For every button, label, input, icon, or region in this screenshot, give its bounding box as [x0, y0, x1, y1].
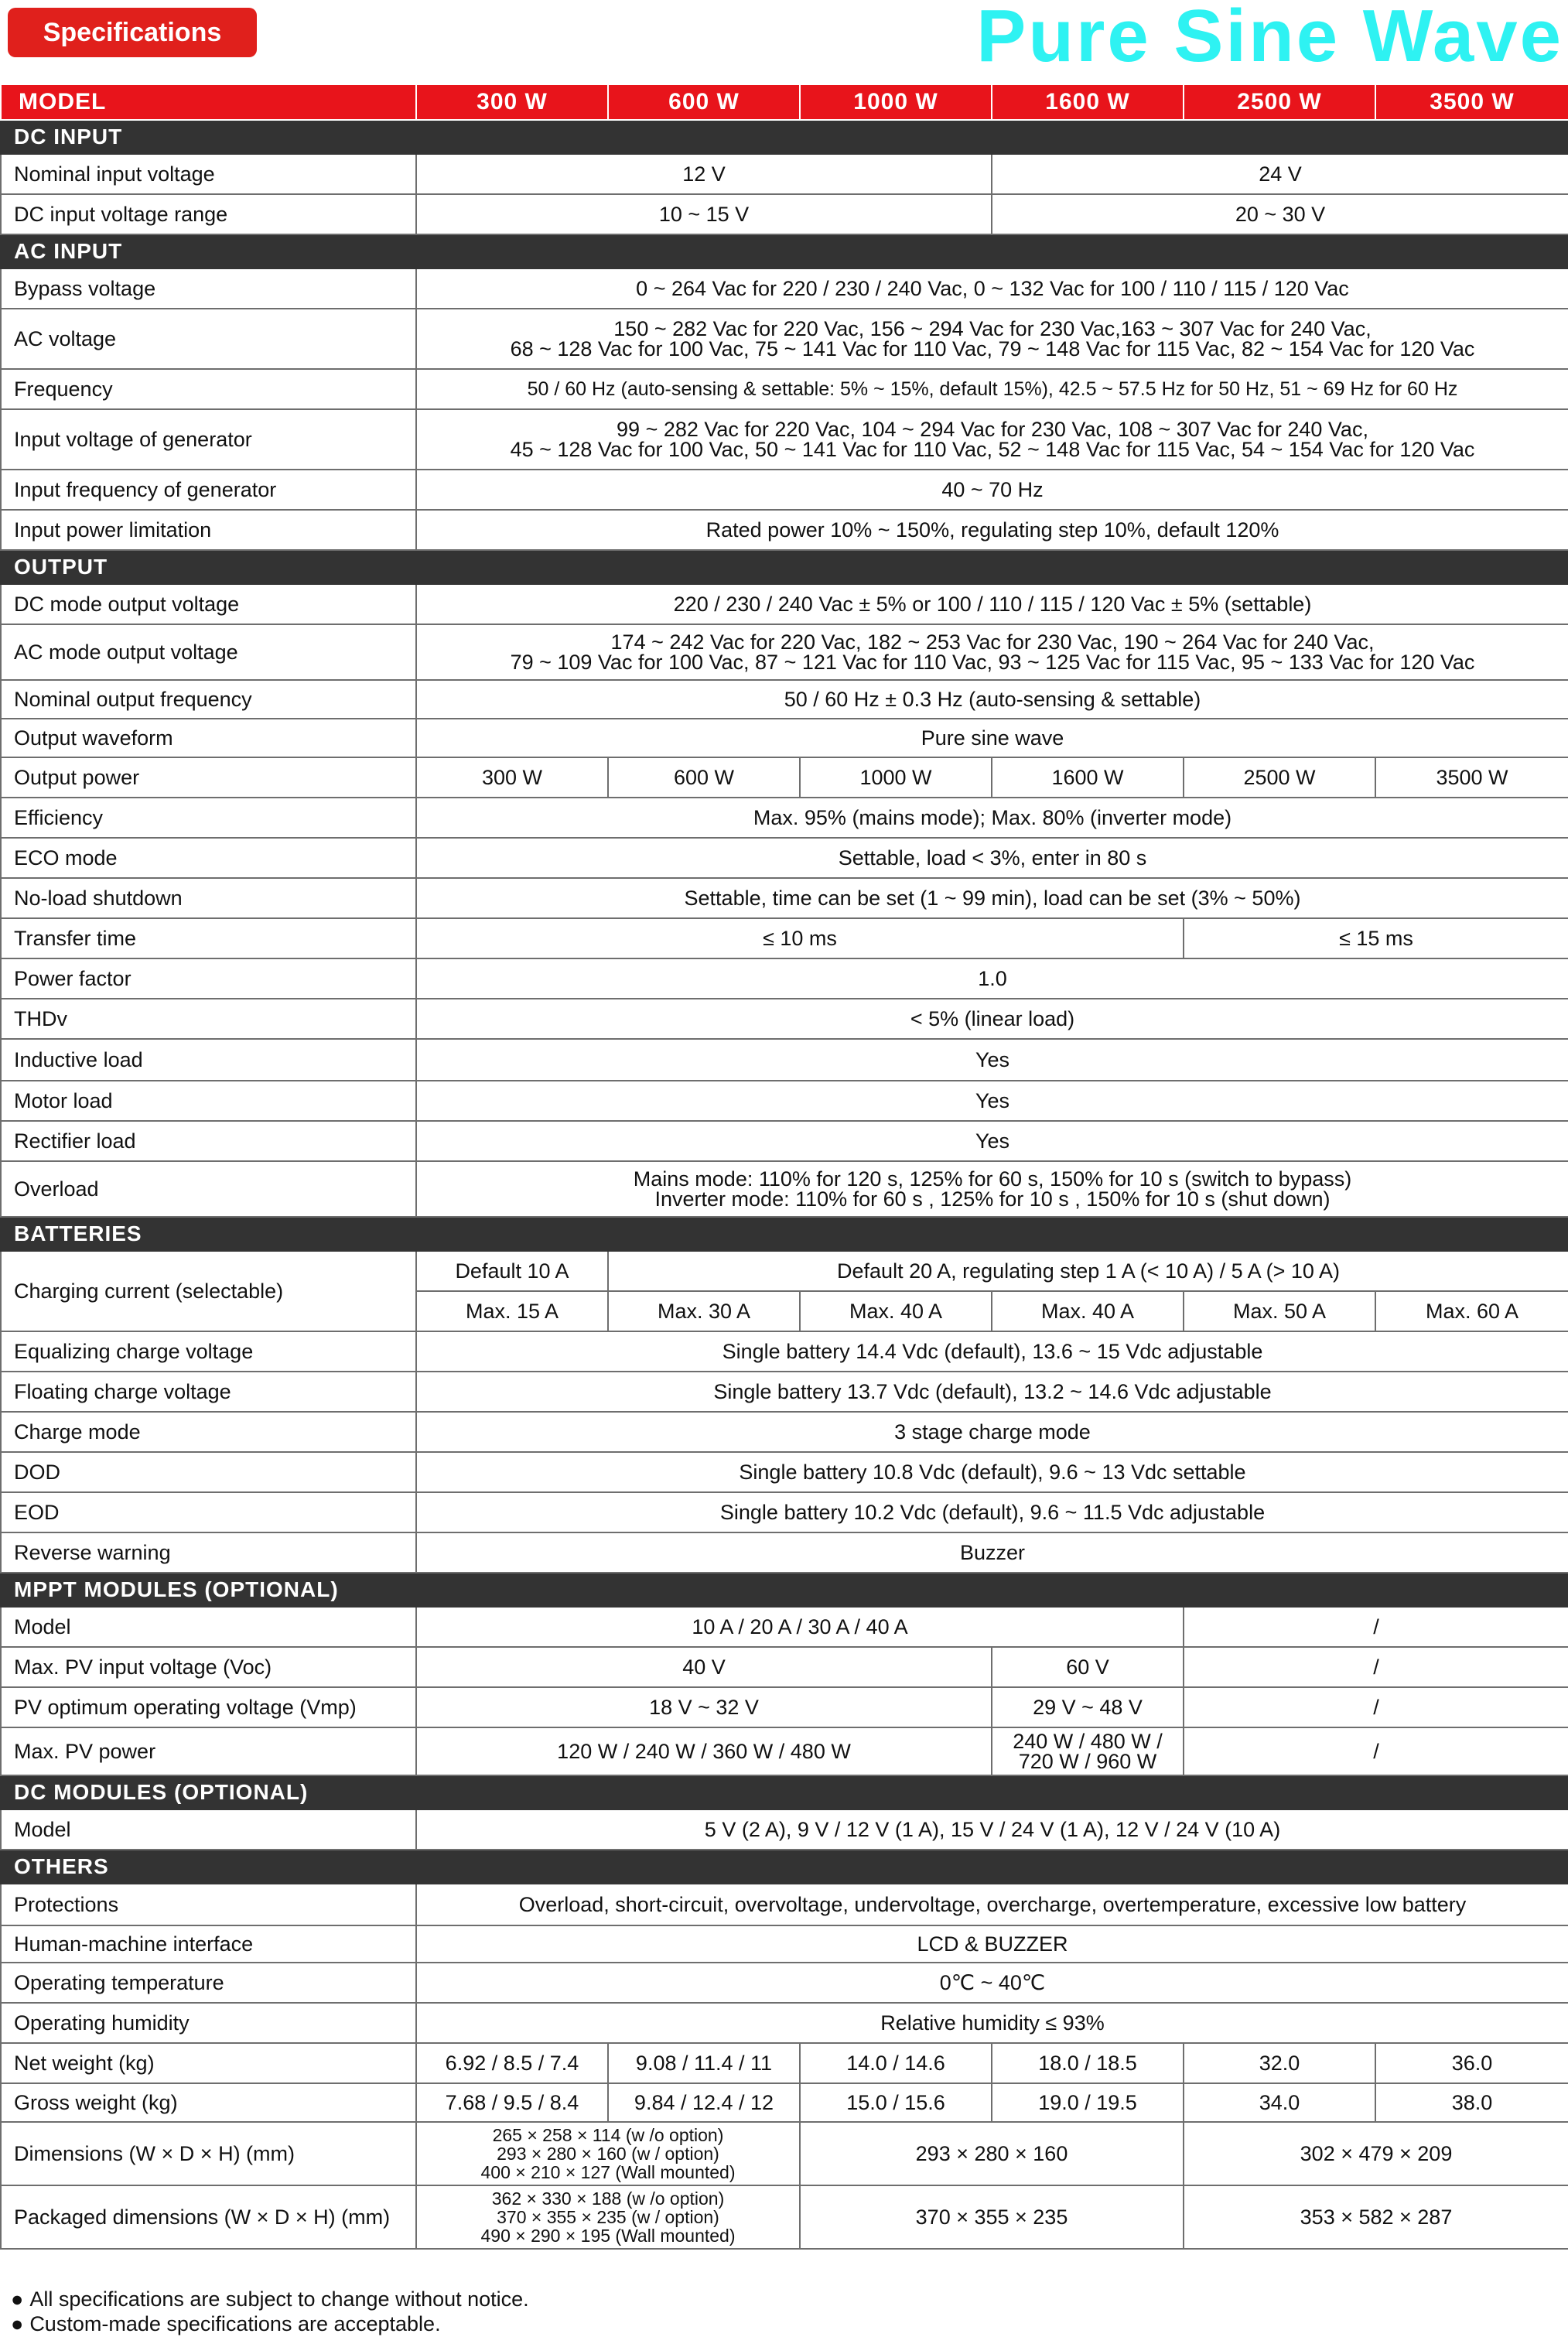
model-1600w: 1600 W [992, 84, 1184, 120]
row-nominal-output-frequency [1, 680, 1568, 719]
cell-value: 120 W / 240 W / 360 W / 480 W [416, 1727, 992, 1775]
value-line-1: 99 ~ 282 Vac for 220 Vac, 104 ~ 294 Vac for 230 Vac, 108 ~ 307 Vac for 240 Vac, [617, 418, 1368, 441]
cell-value: 34.0 [1184, 2083, 1375, 2122]
row-label: Net weight (kg) [1, 2043, 416, 2083]
cell-value: / [1184, 1647, 1568, 1687]
row-max-pv-power [1, 1727, 1568, 1775]
cell-value: 3 stage charge mode [416, 1412, 1568, 1452]
row-label: Charge mode [1, 1412, 416, 1452]
cell-value: 370 × 355 × 235 [800, 2185, 1184, 2249]
row-label: Equalizing charge voltage [1, 1331, 416, 1372]
row-ac-voltage [1, 309, 1568, 369]
cell-value-24v: 20 ~ 30 V [992, 194, 1568, 234]
row-label: Motor load [1, 1081, 416, 1121]
row-reverse-warning [1, 1532, 1568, 1573]
cell-value: 18 V ~ 32 V [416, 1687, 992, 1727]
bullet-icon: ● [11, 2312, 24, 2335]
row-human-machine-interface [1, 1925, 1568, 1963]
row-net-weight [1, 2043, 1568, 2083]
row-operating-temperature [1, 1963, 1568, 2003]
value-line-1: Mains mode: 110% for 120 s, 125% for 60 s, 150% for 10 s (switch to bypass) [633, 1167, 1352, 1191]
cell-value: Max. 40 A [800, 1291, 992, 1331]
row-thdv [1, 999, 1568, 1039]
cell-value [416, 409, 1568, 470]
row-label: Input frequency of generator [1, 470, 416, 510]
row-rectifier-load [1, 1121, 1568, 1161]
row-label: Human-machine interface [1, 1925, 416, 1963]
row-charge-mode [1, 1412, 1568, 1452]
cell-value [416, 1161, 1568, 1217]
footer-note-text: All specifications are subject to change without notice. [29, 2287, 529, 2311]
row-label: EOD [1, 1492, 416, 1532]
specifications-badge: Specifications [8, 8, 257, 57]
row-output-power [1, 757, 1568, 798]
cell-value: Max. 15 A [416, 1291, 608, 1331]
row-label: Nominal output frequency [1, 680, 416, 719]
footer-note-1 [11, 2287, 529, 2311]
cell-value: 32.0 [1184, 2043, 1375, 2083]
cell-value: 2500 W [1184, 757, 1375, 798]
row-dimensions [1, 2122, 1568, 2185]
model-600w: 600 W [608, 84, 800, 120]
value-line-1: 174 ~ 242 Vac for 220 Vac, 182 ~ 253 Vac for 230 Vac, 190 ~ 264 Vac for 240 Vac, [610, 630, 1375, 654]
row-label: Max. PV power [1, 1727, 416, 1775]
cell-value [416, 2185, 800, 2249]
model-2500w: 2500 W [1184, 84, 1375, 120]
row-floating-charge-voltage [1, 1372, 1568, 1412]
cell-value: 6.92 / 8.5 / 7.4 [416, 2043, 608, 2083]
row-label: Charging current (selectable) [1, 1251, 416, 1331]
row-dod [1, 1452, 1568, 1492]
row-label: DC mode output voltage [1, 584, 416, 624]
cell-value: Yes [416, 1121, 1568, 1161]
row-packaged-dimensions [1, 2185, 1568, 2249]
row-label: Output waveform [1, 719, 416, 757]
row-label: Output power [1, 757, 416, 798]
footer-notes [11, 2287, 529, 2336]
cell-value [992, 1727, 1184, 1775]
row-power-factor [1, 958, 1568, 999]
cell-value: 40 ~ 70 Hz [416, 470, 1568, 510]
row-label: Model [1, 1607, 416, 1647]
section-dc-input: DC INPUT [1, 120, 1568, 154]
model-3500w: 3500 W [1375, 84, 1568, 120]
row-mppt-model [1, 1607, 1568, 1647]
cell-value: < 5% (linear load) [416, 999, 1568, 1039]
value-line-2: 79 ~ 109 Vac for 100 Vac, 87 ~ 121 Vac for 110 Vac, 93 ~ 125 Vac for 115 Vac, 95 ~ 133 Vac for 120 Vac [510, 651, 1475, 674]
cell-value: 36.0 [1375, 2043, 1568, 2083]
cell-value: Buzzer [416, 1532, 1568, 1573]
cell-value: Max. 95% (mains mode); Max. 80% (inverter mode) [416, 798, 1568, 838]
row-input-power-limitation [1, 510, 1568, 550]
cell-value: 29 V ~ 48 V [992, 1687, 1184, 1727]
value-line-1: 240 W / 480 W / [1013, 1730, 1163, 1753]
cell-value: 18.0 / 18.5 [992, 2043, 1184, 2083]
row-label: ECO mode [1, 838, 416, 878]
page-title: Pure Sine Wave [976, 0, 1563, 77]
bullet-icon: ● [11, 2287, 24, 2311]
value-line-2: 370 × 355 × 235 (w / option) [497, 2207, 719, 2227]
row-pv-optimum-operating-voltage [1, 1687, 1568, 1727]
cell-value: Max. 40 A [992, 1291, 1184, 1331]
row-label: Dimensions (W × D × H) (mm) [1, 2122, 416, 2185]
section-ac-input: AC INPUT [1, 234, 1568, 268]
row-label: AC mode output voltage [1, 624, 416, 680]
row-operating-humidity [1, 2003, 1568, 2043]
cell-value: 220 / 230 / 240 Vac ± 5% or 100 / 110 / 115 / 120 Vac ± 5% (settable) [416, 584, 1568, 624]
value-line-3: 490 × 290 × 195 (Wall mounted) [480, 2226, 736, 2246]
cell-value: 5 V (2 A), 9 V / 12 V (1 A), 15 V / 24 V (1 A), 12 V / 24 V (10 A) [416, 1809, 1568, 1850]
cell-value: 1600 W [992, 757, 1184, 798]
value-line-2: 293 × 280 × 160 (w / option) [497, 2144, 719, 2164]
row-input-voltage-of-generator [1, 409, 1568, 470]
cell-value: 10 A / 20 A / 30 A / 40 A [416, 1607, 1184, 1647]
row-max-pv-input-voltage [1, 1647, 1568, 1687]
model-1000w: 1000 W [800, 84, 992, 120]
row-label: DC input voltage range [1, 194, 416, 234]
row-ac-mode-output-voltage [1, 624, 1568, 680]
row-inductive-load [1, 1039, 1568, 1081]
row-dc-mode-output-voltage [1, 584, 1568, 624]
row-label: PV optimum operating voltage (Vmp) [1, 1687, 416, 1727]
row-label: Input power limitation [1, 510, 416, 550]
cell-value: Max. 50 A [1184, 1291, 1375, 1331]
value-line-2: 45 ~ 128 Vac for 100 Vac, 50 ~ 141 Vac for 110 Vac, 52 ~ 148 Vac for 115 Vac, 54 ~ 154 Vac for 120 Vac [510, 438, 1475, 461]
section-dc-modules: DC MODULES (OPTIONAL) [1, 1775, 1568, 1809]
row-label: Reverse warning [1, 1532, 416, 1573]
row-label: Packaged dimensions (W × D × H) (mm) [1, 2185, 416, 2249]
cell-value: 38.0 [1375, 2083, 1568, 2122]
row-transfer-time [1, 918, 1568, 958]
page-header [0, 0, 1568, 82]
cell-value: Single battery 10.2 Vdc (default), 9.6 ~ 11.5 Vdc adjustable [416, 1492, 1568, 1532]
cell-value: Max. 30 A [608, 1291, 800, 1331]
cell-value: ≤ 15 ms [1184, 918, 1568, 958]
cell-value: Relative humidity ≤ 93% [416, 2003, 1568, 2043]
cell-value: 9.84 / 12.4 / 12 [608, 2083, 800, 2122]
cell-value: Settable, load < 3%, enter in 80 s [416, 838, 1568, 878]
row-label: THDv [1, 999, 416, 1039]
row-label: Power factor [1, 958, 416, 999]
row-label: Gross weight (kg) [1, 2083, 416, 2122]
cell-value [416, 309, 1568, 369]
cell-value-12v: 12 V [416, 154, 992, 194]
row-label: Transfer time [1, 918, 416, 958]
cell-value: Default 20 A, regulating step 1 A (< 10 A) / 5 A (> 10 A) [608, 1251, 1568, 1291]
cell-value: 0 ~ 264 Vac for 220 / 230 / 240 Vac, 0 ~ 132 Vac for 100 / 110 / 115 / 120 Vac [416, 268, 1568, 309]
cell-value: Max. 60 A [1375, 1291, 1568, 1331]
value-line-2: 720 W / 960 W [1018, 1750, 1157, 1773]
cell-value: ≤ 10 ms [416, 918, 1184, 958]
cell-value: 353 × 582 × 287 [1184, 2185, 1568, 2249]
cell-value: Settable, time can be set (1 ~ 99 min), load can be set (3% ~ 50%) [416, 878, 1568, 918]
cell-value: Yes [416, 1081, 1568, 1121]
row-gross-weight [1, 2083, 1568, 2122]
model-300w: 300 W [416, 84, 608, 120]
cell-value: Single battery 10.8 Vdc (default), 9.6 ~ 13 Vdc settable [416, 1452, 1568, 1492]
row-eod [1, 1492, 1568, 1532]
row-label: AC voltage [1, 309, 416, 369]
value-line-2: Inverter mode: 110% for 60 s , 125% for 10 s , 150% for 10 s (shut down) [654, 1187, 1331, 1211]
row-frequency [1, 369, 1568, 409]
row-no-load-shutdown [1, 878, 1568, 918]
section-others: OTHERS [1, 1850, 1568, 1884]
row-bypass-voltage [1, 268, 1568, 309]
row-dc-module-model [1, 1809, 1568, 1850]
cell-value: / [1184, 1687, 1568, 1727]
cell-value: / [1184, 1727, 1568, 1775]
row-nominal-input-voltage [1, 154, 1568, 194]
row-label: Inductive load [1, 1039, 416, 1081]
row-label: Floating charge voltage [1, 1372, 416, 1412]
cell-value: Rated power 10% ~ 150%, regulating step 10%, default 120% [416, 510, 1568, 550]
cell-value: 7.68 / 9.5 / 8.4 [416, 2083, 608, 2122]
cell-value: 40 V [416, 1647, 992, 1687]
cell-value: 293 × 280 × 160 [800, 2122, 1184, 2185]
row-label: Max. PV input voltage (Voc) [1, 1647, 416, 1687]
cell-value: Default 10 A [416, 1251, 608, 1291]
cell-value: 0℃ ~ 40℃ [416, 1963, 1568, 2003]
cell-value: / [1184, 1607, 1568, 1647]
cell-value: 15.0 / 15.6 [800, 2083, 992, 2122]
row-label: Rectifier load [1, 1121, 416, 1161]
cell-value: 3500 W [1375, 757, 1568, 798]
row-label: Nominal input voltage [1, 154, 416, 194]
footer-note-text: Custom-made specifications are acceptable. [29, 2312, 441, 2335]
cell-value: 9.08 / 11.4 / 11 [608, 2043, 800, 2083]
row-efficiency [1, 798, 1568, 838]
cell-value: Yes [416, 1039, 1568, 1081]
row-label: No-load shutdown [1, 878, 416, 918]
model-header-row [1, 84, 1568, 120]
model-header-label: MODEL [1, 84, 416, 120]
value-line-1: 150 ~ 282 Vac for 220 Vac, 156 ~ 294 Vac for 230 Vac,163 ~ 307 Vac for 240 Vac, [613, 317, 1372, 340]
row-protections [1, 1884, 1568, 1925]
cell-value: Single battery 14.4 Vdc (default), 13.6 ~ 15 Vdc adjustable [416, 1331, 1568, 1372]
row-eco-mode [1, 838, 1568, 878]
row-label: Bypass voltage [1, 268, 416, 309]
cell-value: LCD & BUZZER [416, 1925, 1568, 1963]
cell-value: 600 W [608, 757, 800, 798]
row-motor-load [1, 1081, 1568, 1121]
cell-value: 50 / 60 Hz (auto-sensing & settable: 5% ~ 15%, default 15%), 42.5 ~ 57.5 Hz for 50 Hz, 51 ~ 69 Hz for 60 Hz [416, 369, 1568, 409]
row-label: DOD [1, 1452, 416, 1492]
spec-table [0, 84, 1568, 2250]
row-label: Model [1, 1809, 416, 1850]
cell-value: 1000 W [800, 757, 992, 798]
value-line-1: 362 × 330 × 188 (w /o option) [491, 2188, 725, 2209]
row-label: Operating humidity [1, 2003, 416, 2043]
row-label: Frequency [1, 369, 416, 409]
row-label: Operating temperature [1, 1963, 416, 2003]
cell-value-12v: 10 ~ 15 V [416, 194, 992, 234]
cell-value [416, 624, 1568, 680]
cell-value: 300 W [416, 757, 608, 798]
row-label: Input voltage of generator [1, 409, 416, 470]
cell-value: 14.0 / 14.6 [800, 2043, 992, 2083]
cell-value-24v: 24 V [992, 154, 1568, 194]
cell-value [416, 2122, 800, 2185]
value-line-1: 265 × 258 × 114 (w /o option) [492, 2125, 724, 2145]
value-line-3: 400 × 210 × 127 (Wall mounted) [480, 2162, 736, 2182]
cell-value: Single battery 13.7 Vdc (default), 13.2 ~ 14.6 Vdc adjustable [416, 1372, 1568, 1412]
cell-value: Pure sine wave [416, 719, 1568, 757]
cell-value: 60 V [992, 1647, 1184, 1687]
row-output-waveform [1, 719, 1568, 757]
row-label: Overload [1, 1161, 416, 1217]
cell-value: 50 / 60 Hz ± 0.3 Hz (auto-sensing & settable) [416, 680, 1568, 719]
value-line-2: 68 ~ 128 Vac for 100 Vac, 75 ~ 141 Vac for 110 Vac, 79 ~ 148 Vac for 115 Vac, 82 ~ 154 Vac for 120 Vac [510, 337, 1475, 360]
section-mppt-modules: MPPT MODULES (OPTIONAL) [1, 1573, 1568, 1607]
row-overload [1, 1161, 1568, 1217]
cell-value: 1.0 [416, 958, 1568, 999]
cell-value: 19.0 / 19.5 [992, 2083, 1184, 2122]
row-dc-input-voltage-range [1, 194, 1568, 234]
row-label: Protections [1, 1884, 416, 1925]
cell-value: Overload, short-circuit, overvoltage, undervoltage, overcharge, overtemperature, excessive low battery [416, 1884, 1568, 1925]
row-input-frequency-of-generator [1, 470, 1568, 510]
cell-value: 302 × 479 × 209 [1184, 2122, 1568, 2185]
section-output: OUTPUT [1, 550, 1568, 584]
footer-note-2 [11, 2311, 529, 2336]
row-charging-current-default [1, 1251, 1568, 1291]
row-equalizing-charge-voltage [1, 1331, 1568, 1372]
row-label: Efficiency [1, 798, 416, 838]
section-batteries: BATTERIES [1, 1217, 1568, 1251]
